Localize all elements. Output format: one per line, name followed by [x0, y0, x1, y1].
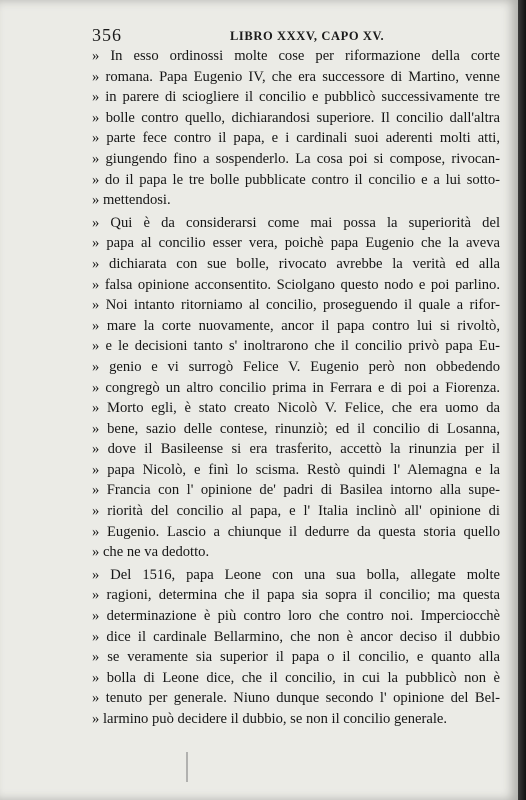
- text-line: » Eugenio. Lascio a chiunque il dedurre da questa storia quello: [92, 523, 500, 540]
- page-mark: [186, 752, 188, 782]
- page-number: 356: [92, 25, 122, 45]
- body-text: [92, 46, 500, 730]
- text-line: » ragioni, determina che il papa sia sopra il concilio; ma questa: [92, 587, 500, 604]
- text-line: » dice il cardinale Bellarmino, che non è ancor deciso il dubbio: [92, 628, 500, 645]
- text-line: » papa Nicolò, e finì lo scisma. Restò quindi l' Alemagna e la: [92, 461, 500, 478]
- page-edge-shadow: [518, 0, 526, 800]
- page-header: [92, 25, 500, 47]
- text-line: » genio e vi surrogò Felice V. Eugenio però non obbedendo: [92, 358, 500, 375]
- text-line: » determinazione è più contro loro che contro noi. Imperciocchè: [92, 608, 500, 625]
- text-line: » Del 1516, papa Leone con una sua bolla, allegate molte: [92, 566, 500, 583]
- text-line: » parte fece contro il papa, e i cardinali suoi aderenti molti atti,: [92, 130, 500, 147]
- running-head: LIBRO XXXV, CAPO XV.: [230, 29, 385, 43]
- text-line: » Francia con l' opinione de' padri di Basilea intorno alla supe-: [92, 482, 500, 499]
- text-line: » romana. Papa Eugenio IV, che era successore di Martino, venne: [92, 68, 500, 85]
- text-line: » larmino può decidere il dubbio, se non il concilio generale.: [92, 711, 448, 727]
- text-line: » do il papa le tre bolle pubblicate contro il concilio e a lui sotto-: [92, 171, 500, 188]
- paragraph-1: [92, 46, 500, 211]
- paragraph-3: [92, 565, 500, 730]
- text-line: » falsa opinione acconsentito. Sciolgano questo nodo e poi parlino.: [92, 276, 500, 293]
- text-line: » mare la corte nuovamente, ancor il papa contro lui si rivoltò,: [92, 317, 500, 334]
- text-line: » in parere di sciogliere il concilio e pubblicò successivamente tre: [92, 89, 500, 106]
- text-line: » papa al concilio esser vera, poichè papa Eugenio che la aveva: [92, 235, 500, 252]
- paragraph-2: [92, 213, 500, 563]
- text-line: » se veramente sia superior il papa o il concilio, e quanto alla: [92, 649, 500, 666]
- text-line: » bolla di Leone dice, che il concilio, in cui la pubblicò non è: [92, 669, 500, 686]
- text-line: » In esso ordinossi molte cose per riformazione della corte: [92, 48, 500, 64]
- text-line: » che ne va dedotto.: [92, 544, 210, 561]
- text-line: » e le decisioni tanto s' inoltrarono che il concilio privò papa Eu-: [92, 338, 500, 355]
- text-line: » bene, sazio delle contese, rinunziò; ed il concilio di Losanna,: [92, 420, 500, 437]
- text-line: » riorità del concilio al papa, e l' Italia inclinò all' opinione di: [92, 503, 500, 520]
- text-line: » mettendosi.: [92, 192, 171, 209]
- text-line: » Noi intanto ritorniamo al concilio, proseguendo il quale a rifor-: [92, 297, 500, 314]
- text-line: » congregò un altro concilio prima in Ferrara e di poi a Fiorenza.: [92, 379, 500, 396]
- text-line: » bolle contro quello, dichiarandosi superiore. Il concilio dall'altra: [92, 109, 500, 126]
- text-line: » dichiarata con sue bolle, rivocato avrebbe la verità ed alla: [92, 255, 500, 272]
- text-line: » giungendo fino a sospenderlo. La cosa poi si compose, rivocan-: [92, 150, 500, 167]
- text-line: » Qui è da considerarsi come mai possa la superiorità del: [92, 214, 500, 231]
- text-line: » Morto egli, è stato creato Nicolò V. Felice, che era uomo da: [92, 400, 500, 417]
- text-line: » tenuto per generale. Niuno dunque secondo l' opinione del Bel-: [92, 690, 500, 707]
- text-line: » dove il Basileense si era trasferito, accettò la rinunzia per il: [92, 441, 500, 458]
